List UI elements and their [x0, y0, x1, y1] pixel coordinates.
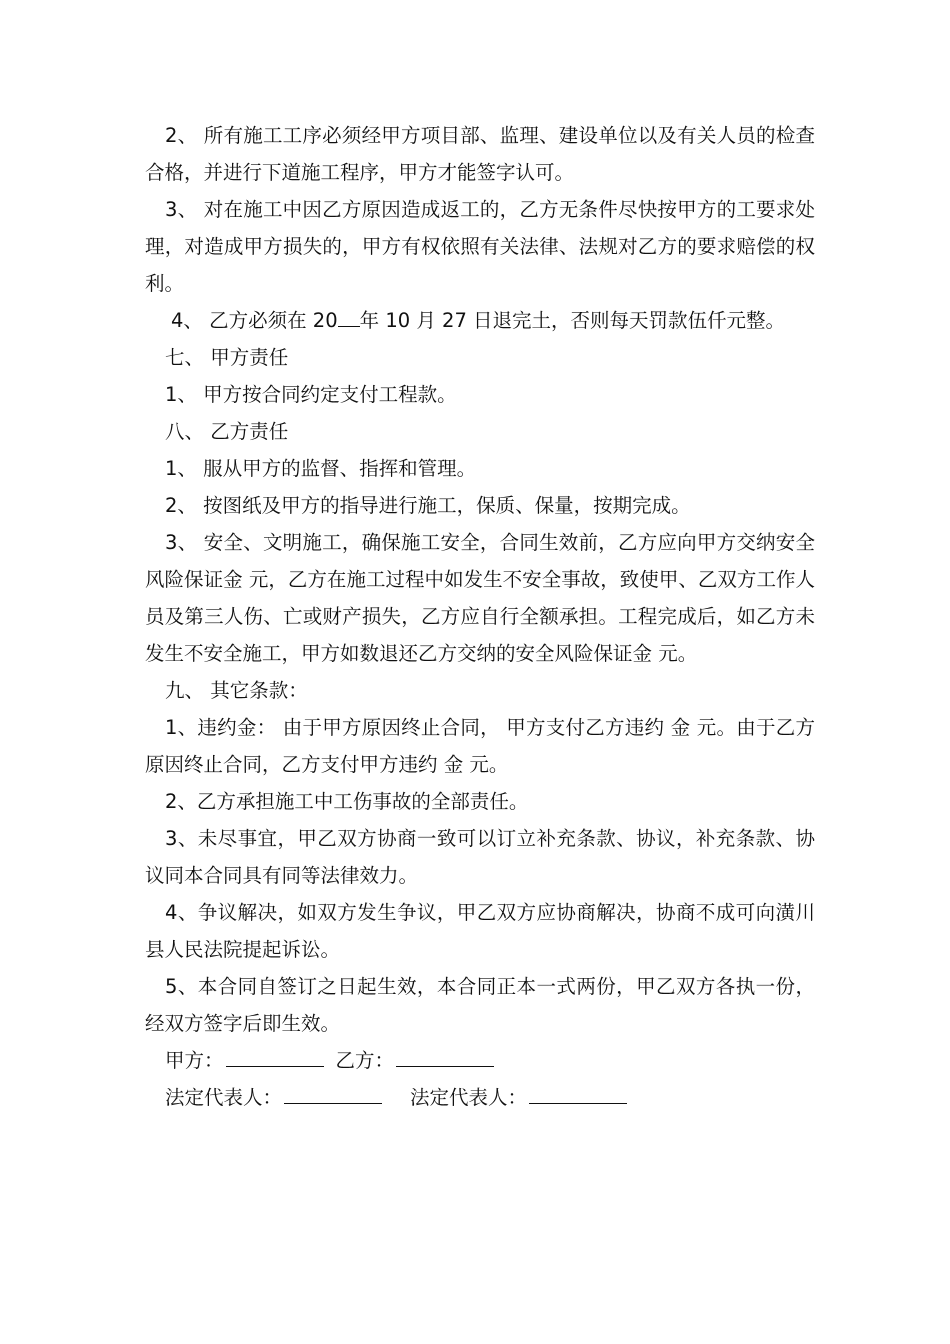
rep-b-signature-line[interactable] — [529, 1081, 627, 1104]
clause-3-rework: 3、 对在施工中因乙方原因造成返工的，乙方无条件尽快按甲方的工要求处理，对造成甲方损失的，甲方有权依照有关法律、法规对乙方的要求赔偿的权利。 — [145, 198, 815, 295]
document-body — [145, 117, 815, 1116]
section-9-item-3: 3、未尽事宜，甲乙双方协商一致可以订立补充条款、协议，补充条款、协议同本合同具有同等法律效力。 — [145, 827, 815, 887]
section-7-item-1: 1、 甲方按合同约定支付工程款。 — [165, 383, 457, 406]
section-9-item-4: 4、争议解决，如双方发生争议，甲乙双方应协商解决，协商不成可向潢川县人民法院提起诉讼。 — [145, 901, 815, 961]
rep-b-label: 法定代表人： — [410, 1086, 528, 1109]
clause-4-deadline — [145, 302, 815, 339]
rep-a-label: 法定代表人： — [165, 1086, 283, 1109]
section-9-item-2: 2、乙方承担施工中工伤事故的全部责任。 — [165, 790, 529, 813]
party-b-label: 乙方： — [335, 1049, 395, 1072]
representative-signature-row — [145, 1079, 815, 1116]
clause-4-deadline-start: 4、 乙方必须在 20 — [171, 309, 338, 332]
party-a-signature-line[interactable] — [226, 1044, 324, 1067]
rep-a-signature-line[interactable] — [284, 1081, 382, 1104]
clause-2-inspection: 2、 所有施工工序必须经甲方项目部、监理、建设单位以及有关人员的检查合格，并进行下道施工程序，甲方才能签字认可。 — [145, 124, 815, 184]
section-9-heading: 九、 其它条款： — [165, 679, 308, 702]
section-7-heading: 七、 甲方责任 — [165, 346, 289, 369]
section-9-item-5: 5、本合同自签订之日起生效，本合同正本一式两份，甲乙双方各执一份，经双方签字后即生效。 — [145, 975, 815, 1035]
clause-4-deadline-end: 年 10 月 27 日退完土，否则每天罚款伍仟元整。 — [359, 309, 786, 332]
party-b-signature-line[interactable] — [396, 1044, 494, 1067]
section-8-item-3: 3、 安全、文明施工，确保施工安全，合同生效前，乙方应向甲方交纳安全风险保证金 元，乙方在施工过程中如发生不安全事故，致使甲、乙双方工作人员及第三人伤、亡或财产损失，乙方应自行全额承担。工程完成后，如乙方未发生不安全施工，甲方如数退还乙方交纳的安全风险保证金 元。 — [145, 531, 815, 665]
party-a-label: 甲方： — [165, 1049, 224, 1072]
party-signature-row — [145, 1042, 815, 1079]
section-8-item-1: 1、 服从甲方的监督、指挥和管理。 — [165, 457, 477, 480]
section-8-item-2: 2、 按图纸及甲方的指导进行施工，保质、保量，按期完成。 — [165, 494, 691, 517]
section-9-item-1: 1、违约金： 由于甲方原因终止合同， 甲方支付乙方违约 金 元。由于乙方原因终止合同，乙方支付甲方违约 金 元。 — [145, 716, 815, 776]
year-blank — [338, 304, 360, 327]
section-8-heading: 八、 乙方责任 — [165, 420, 289, 443]
